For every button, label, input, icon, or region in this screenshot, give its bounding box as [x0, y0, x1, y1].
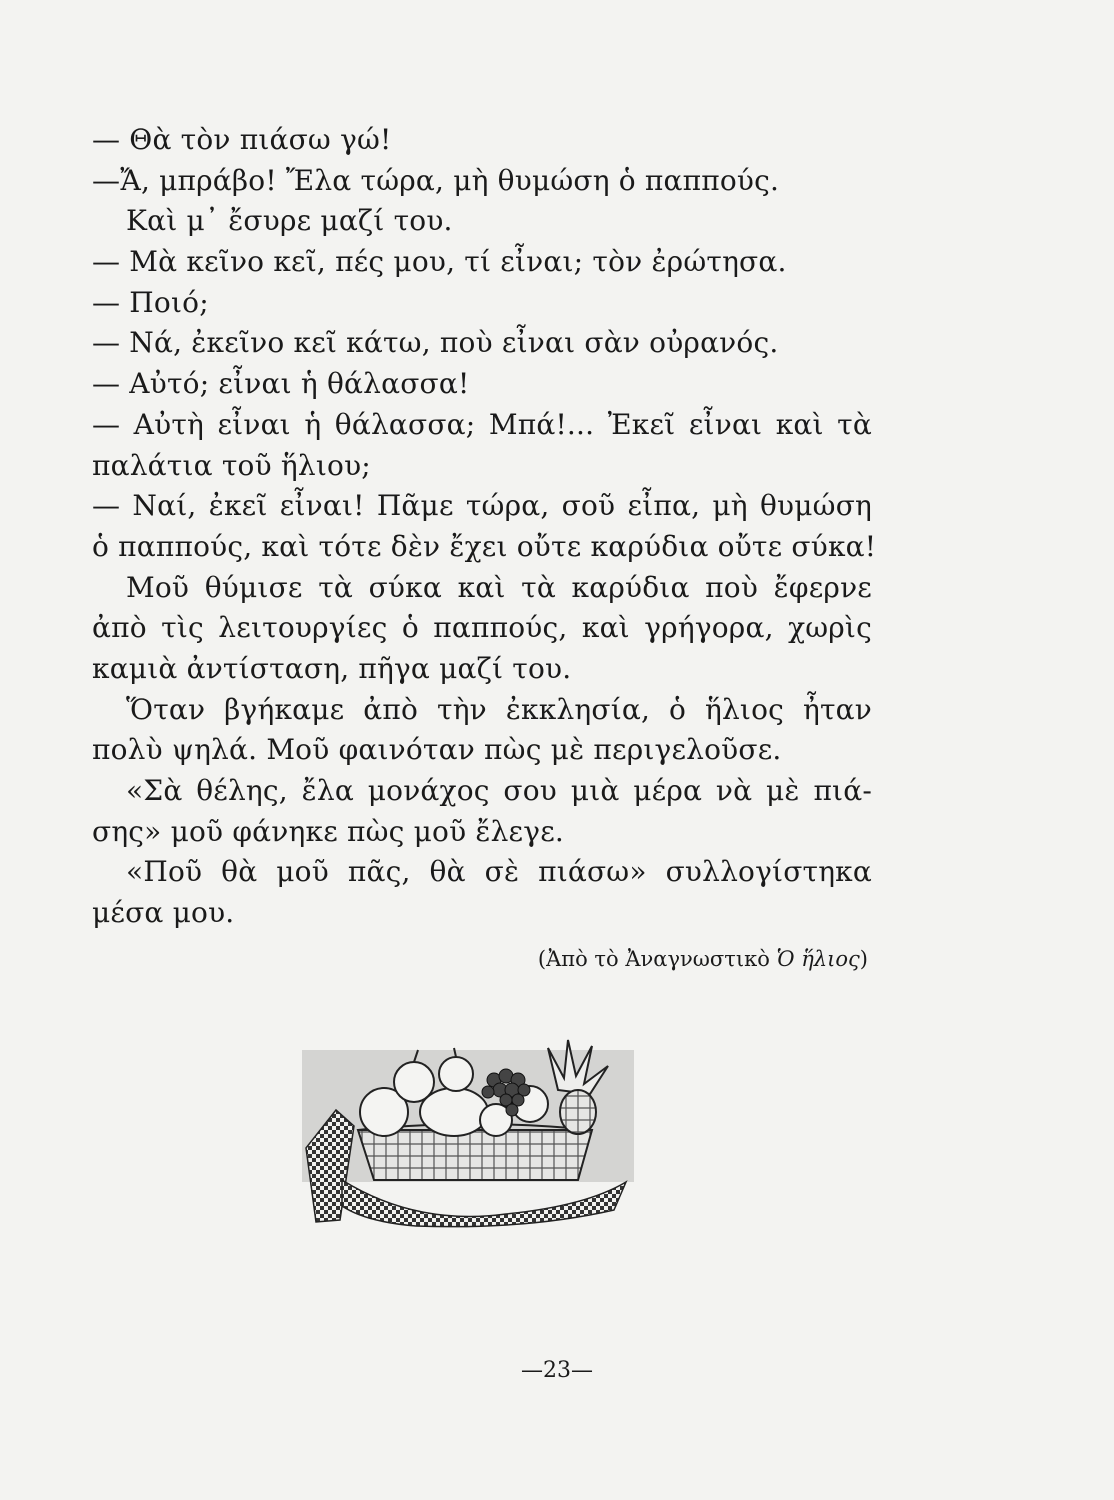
page-number: —23— — [521, 1358, 593, 1383]
text-line: «Ποῦ θὰ μοῦ πᾶς, θὰ σὲ πιάσω» συλλογίστηκα — [126, 855, 872, 889]
text-line: — Αὐτό; εἶναι ἡ θάλασσα! — [92, 367, 470, 401]
text-line: καμιὰ ἀντίσταση, πῆγα μαζί του. — [92, 651, 572, 685]
text-line: —Ἄ, μπράβο! Ἔλα τώρα, μὴ θυμώση ὁ παππούς. — [92, 163, 780, 197]
text-line: — Νά, ἐκεῖνο κεῖ κάτω, ποὺ εἶναι σὰν οὐρανός. — [92, 326, 779, 360]
text-line: μέσα μου. — [92, 896, 235, 930]
text-line: Μοῦ θύμισε τὰ σύκα καὶ τὰ καρύδια ποὺ ἔφερνε — [126, 570, 872, 604]
source-title: Ὁ ἥλιος — [776, 947, 860, 971]
source-suffix: ) — [859, 947, 868, 971]
text-line: — Μὰ κεῖνο κεῖ, πές μου, τί εἶναι; τὸν ἐρώτησα. — [92, 245, 787, 279]
source-prefix: (Ἀπὸ τὸ Ἀναγνωστικὸ — [537, 947, 777, 971]
text-line: παλάτια τοῦ ἥλιου; — [92, 448, 371, 482]
text-line: σης» μοῦ φάνηκε πὼς μοῦ ἔλεγε. — [92, 814, 565, 848]
text-line: — Ναί, ἐκεῖ εἶναι! Πᾶμε τώρα, σοῦ εἶπα, μὴ θυμώση — [92, 489, 872, 523]
text-line: πολὺ ψηλά. Μοῦ φαινόταν πὼς μὲ περιγελοῦσε. — [92, 733, 782, 767]
story-text — [92, 120, 877, 934]
text-line: ὁ παππούς, καὶ τότε δὲν ἔχει οὔτε καρύδια οὔτε σύκα! — [92, 529, 877, 563]
source-citation — [538, 946, 868, 972]
text-line: Ὅταν βγήκαμε ἀπὸ τὴν ἐκκλησία, ὁ ἥλιος ἦταν — [126, 692, 872, 726]
text-line: «Σὰ θέλης, ἔλα μονάχος σου μιὰ μέρα νὰ μὲ πιά- — [126, 774, 872, 807]
text-line: Καὶ μ᾽ ἔσυρε μαζί του. — [126, 204, 453, 238]
text-line: — Αὐτὴ εἶναι ἡ θάλασσα; Μπά!... Ἐκεῖ εἶναι καὶ τὰ — [92, 407, 872, 441]
text-line: ἀπὸ τὶς λειτουργίες ὁ παππούς, καὶ γρήγορα, χωρὶς — [92, 611, 872, 645]
text-line: — Ποιό; — [92, 285, 209, 319]
fruit-basket-icon — [296, 1030, 636, 1230]
text-line: — Θὰ τὸν πιάσω γώ! — [92, 123, 392, 156]
